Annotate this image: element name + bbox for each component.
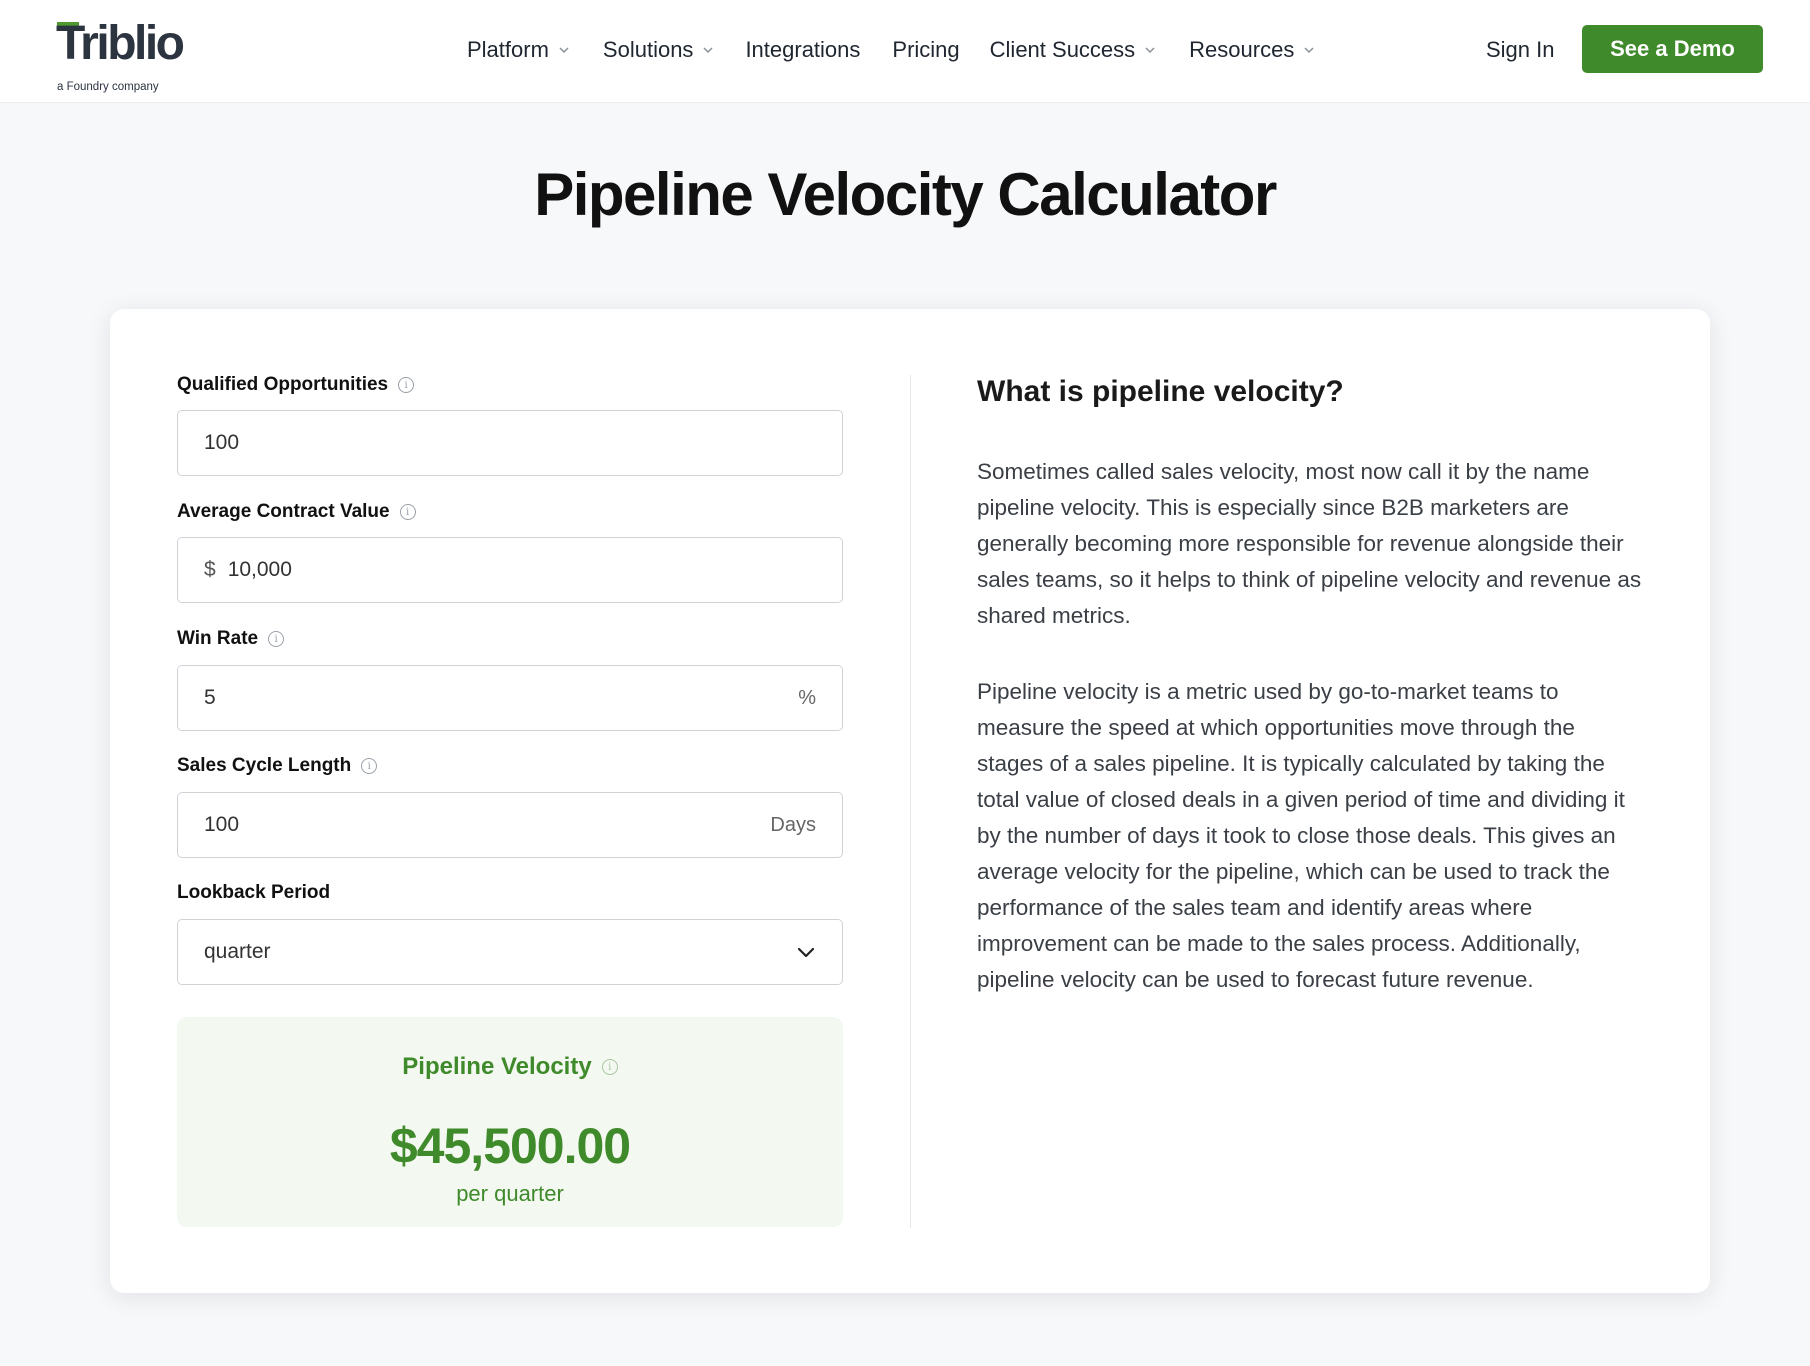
percent-suffix: % (798, 686, 816, 709)
site-header (0, 0, 1810, 103)
win-rate-label (177, 628, 284, 650)
explainer-paragraph: Pipeline velocity is a metric used by go-to-market teams to measure the speed at which opportunities move through the stages of a sales pipeline. It is typically calculated by taking the total value of closed deals in a given period of time and dividing it by the number of days it took to close those deals. This gives an average velocity for the pipeline, which can be used to track the performance of the sales team and identify areas where improvement can be made to the sales process. Additionally, pipeline velocity can be used to forecast future revenue. (977, 679, 1625, 992)
chevron-down-icon (1145, 45, 1155, 55)
qualified-opportunities-input[interactable] (177, 410, 843, 476)
nav-item-client-success[interactable] (990, 30, 1156, 70)
chevron-down-icon (1304, 45, 1314, 55)
lookback-period-label (177, 882, 330, 904)
result-unit: per quarter (456, 1181, 564, 1206)
logo-tagline: a Foundry company (57, 81, 159, 93)
currency-prefix: $ (204, 558, 216, 581)
field-label-text: Sales Cycle Length (177, 755, 352, 776)
nav-item-label: Client Success (989, 37, 1136, 62)
result-label-text: Pipeline Velocity (402, 1053, 592, 1080)
info-icon[interactable]: i (398, 377, 414, 393)
field-label-text: Average Contract Value (177, 501, 390, 522)
sales-cycle-length-label (177, 755, 377, 777)
input-value: 100 (204, 813, 240, 836)
info-icon[interactable]: i (268, 631, 284, 647)
info-icon[interactable]: i (400, 504, 416, 520)
nav-item-label: Pricing (892, 37, 960, 62)
result-label (177, 1053, 843, 1081)
input-value: 5 (204, 686, 216, 709)
explainer-title: What is pipeline velocity? (977, 375, 1344, 408)
field-label-text: Win Rate (177, 628, 259, 649)
result-value: $45,500.00 (389, 1118, 631, 1174)
nav-item-label: Platform (467, 37, 549, 62)
average-contract-value-label (177, 501, 416, 523)
see-demo-button[interactable]: See a Demo (1582, 25, 1763, 73)
brand-logo[interactable] (56, 17, 183, 93)
input-value: 10,000 (227, 558, 292, 581)
input-value: 100 (204, 431, 240, 454)
lookback-period-select[interactable] (177, 919, 843, 985)
nav-item-label: Resources (1189, 37, 1295, 62)
column-divider (910, 375, 911, 1228)
logo-wordmark: Triblio (56, 17, 183, 70)
main-nav (467, 30, 1314, 70)
sales-cycle-length-input[interactable] (177, 792, 843, 858)
sign-in-link[interactable]: Sign In (1486, 37, 1555, 62)
nav-item-pricing[interactable] (892, 30, 959, 70)
nav-item-platform[interactable] (467, 30, 569, 70)
chevron-down-icon (703, 45, 713, 55)
win-rate-input[interactable] (177, 665, 843, 731)
info-icon[interactable]: i (602, 1059, 618, 1075)
nav-item-label: Solutions (602, 37, 694, 62)
chevron-down-icon (796, 942, 816, 962)
nav-item-integrations[interactable] (745, 30, 860, 70)
field-label-text: Lookback Period (177, 882, 331, 903)
qualified-opportunities-label (177, 374, 414, 396)
nav-item-solutions[interactable] (603, 30, 714, 70)
info-icon[interactable]: i (361, 758, 377, 774)
field-label-text: Qualified Opportunities (177, 374, 389, 395)
explainer-paragraph: Sometimes called sales velocity, most now call it by the name pipeline velocity. This is especially since B2B marketers are generally becoming more responsible for revenue alongside their sales teams, so it helps to think of pipeline velocity and revenue as shared metrics. (977, 459, 1642, 628)
average-contract-value-input[interactable] (177, 537, 843, 603)
page-title: Pipeline Velocity Calculator (534, 161, 1276, 228)
nav-item-resources[interactable] (1189, 30, 1314, 70)
pipeline-velocity-result (177, 1017, 843, 1227)
days-suffix: Days (770, 813, 816, 836)
select-value: quarter (204, 940, 271, 963)
chevron-down-icon (559, 45, 569, 55)
nav-item-label: Integrations (745, 37, 861, 62)
